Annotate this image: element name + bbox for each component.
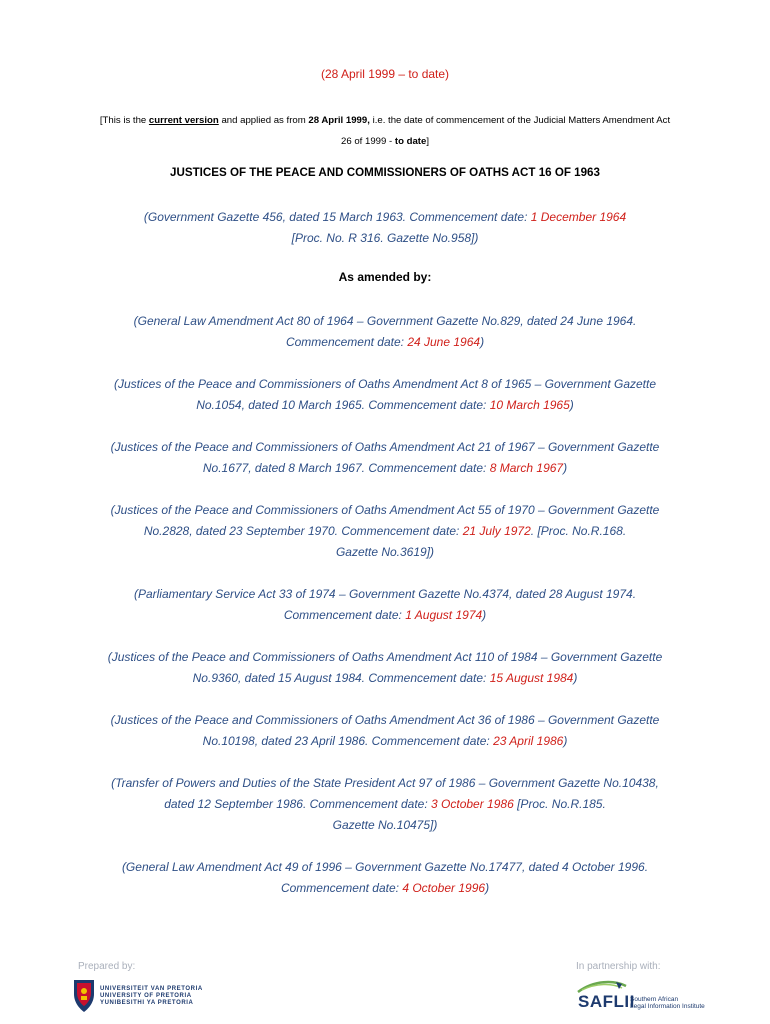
version-note	[0, 110, 770, 152]
version-note-line-2: 26 of 1999 - to date]	[341, 136, 429, 147]
amendment-entry: (General Law Amendment Act 49 of 1996 – Government Gazette No.17477, dated 4 October 1996. Commencement date: 4 October 1996)	[121, 860, 649, 895]
amendment-entry: (Justices of the Peace and Commissioners of Oaths Amendment Act 21 of 1967 – Government Gazette No.1677, dated 8 March 1967. Commencement date: 8 March 1967)	[110, 440, 660, 475]
commencement-date: 1 December 1964	[530, 210, 627, 224]
amendment-entry: (Justices of the Peace and Commissioners of Oaths Amendment Act 110 of 1984 – Government Gazette No.9360, dated 15 August 1984. Commencement date: 15 August 1984)	[107, 650, 663, 685]
act-title: JUSTICES OF THE PEACE AND COMMISSIONERS OF OATHS ACT 16 OF 1963	[170, 166, 600, 179]
gazette-note: (Government Gazette 456, dated 15 March 1963. Commencement date: 1 December 1964 [Proc. No. R 316. Gazette No.958])	[143, 210, 627, 245]
amendment-entry: (Transfer of Powers and Duties of the State President Act 97 of 1986 – Government Gazette No.10438, dated 12 September 1986. Commencement date: 3 October 1986 [Proc. No.R.185. Gazette No.10475])	[111, 776, 659, 832]
document-page: (28 April 1999 – to date) [This is the current version and applied as from 28 April 1999, i.e. the date of commencement of the Judicial Matters Amendment Act 26 of 1999 - to date] JUSTICES OF THE PEACE AND COMMISSIONERS OF OATHS ACT 16 OF 1963 (Government Gazette 456, dated 15 March 1963. Commencement date: 1 December 1964 [Proc. No. R 316. Gazette No.958]) As amended by: (General Law Amendment Act 80 of 1964 – Government Gazette No.829, dated 24 June 1964. Commencement date: 24 June 1964) (Justices of the Peace and Commissioners of Oaths Amendment Act 8 of 1965 – Government Gazette No.1054, dated 10 March 1965. Commencement date: 10 March 1965) (Justices of the Peace and Commissioners of Oaths Amendment Act 21 of 1967 – Government Gazette No.1677, dated 8 March 1967. Commencement date: 8 March 1967) (Justices of the Peace and Commissioners of Oaths Amendment Act 55 of 1970 – Government Gazette No.2828, dated 23 September 1970. Commencement date: 21 July 1972. [Proc. No.R.168. Gazette No.3619]) (Parliamentary Service Act 33 of 1974 – Government Gazette No.4374, dated 28 August 1974. Commencement date: 1 August 1974) (Justices of the Peace and Commissioners of Oaths Amendment Act 110 of 1984 – Government Gazette No.9360, dated 15 August 1984. Commencement date: 15 August 1984) (Justices of the Peace and Commissioners of Oaths Amendment Act 36 of 1986 – Government Gazette No.10198, dated 23 April 1986. Commencement date: 23 April 1986) (Transfer of Powers and Duties of the State President Act 97 of 1986 – Government Gazette No.10438, dated 12 September 1986. Commencement date: 3 October 1986 [Proc. No.R.185. Gazette No.10475]) (General Law Amendment Act 49 of 1996 – Government Gazette No.17477, dated 4 October 1996. Commencement date: 4 October 1996) Prepared by: In partnership with: UNIVERSITEIT VAN PRETORIA UNIVERSITY OF PRETORIA YUNIBESITHI YA PRETORIA SAFLII Southern African Legal Information Institute	[0, 0, 770, 1024]
amendment-entry: (Justices of the Peace and Commissioners of Oaths Amendment Act 8 of 1965 – Government Gazette No.1054, dated 10 March 1965. Commencement date: 10 March 1965)	[113, 377, 657, 412]
current-version-link: current version	[148, 115, 219, 126]
amendment-entry: (Justices of the Peace and Commissioners of Oaths Amendment Act 55 of 1970 – Government Gazette No.2828, dated 23 September 1970. Commencement date: 21 July 1972. [Proc. No.R.168. Gazette No.3619])	[110, 503, 660, 559]
date-range: (28 April 1999 – to date)	[320, 67, 450, 81]
amendment-entry: (Justices of the Peace and Commissioners of Oaths Amendment Act 36 of 1986 – Government Gazette No.10198, dated 23 April 1986. Commencement date: 23 April 1986)	[110, 713, 660, 748]
prepared-by-label: Prepared by:	[78, 961, 136, 972]
amendment-entry: (General Law Amendment Act 80 of 1964 – Government Gazette No.829, dated 24 June 1964. Commencement date: 24 June 1964)	[133, 314, 637, 349]
amendment-entry: (Parliamentary Service Act 33 of 1974 – Government Gazette No.4374, dated 28 August 1974. Commencement date: 1 August 1974)	[133, 587, 637, 622]
version-note-line-1: [This is the current version and applied as from 28 April 1999, i.e. the date of commencement of the Judicial Matters Amendment Act	[99, 115, 671, 126]
partnership-label: In partnership with:	[576, 961, 661, 972]
amended-by-heading: As amended by:	[338, 270, 432, 284]
